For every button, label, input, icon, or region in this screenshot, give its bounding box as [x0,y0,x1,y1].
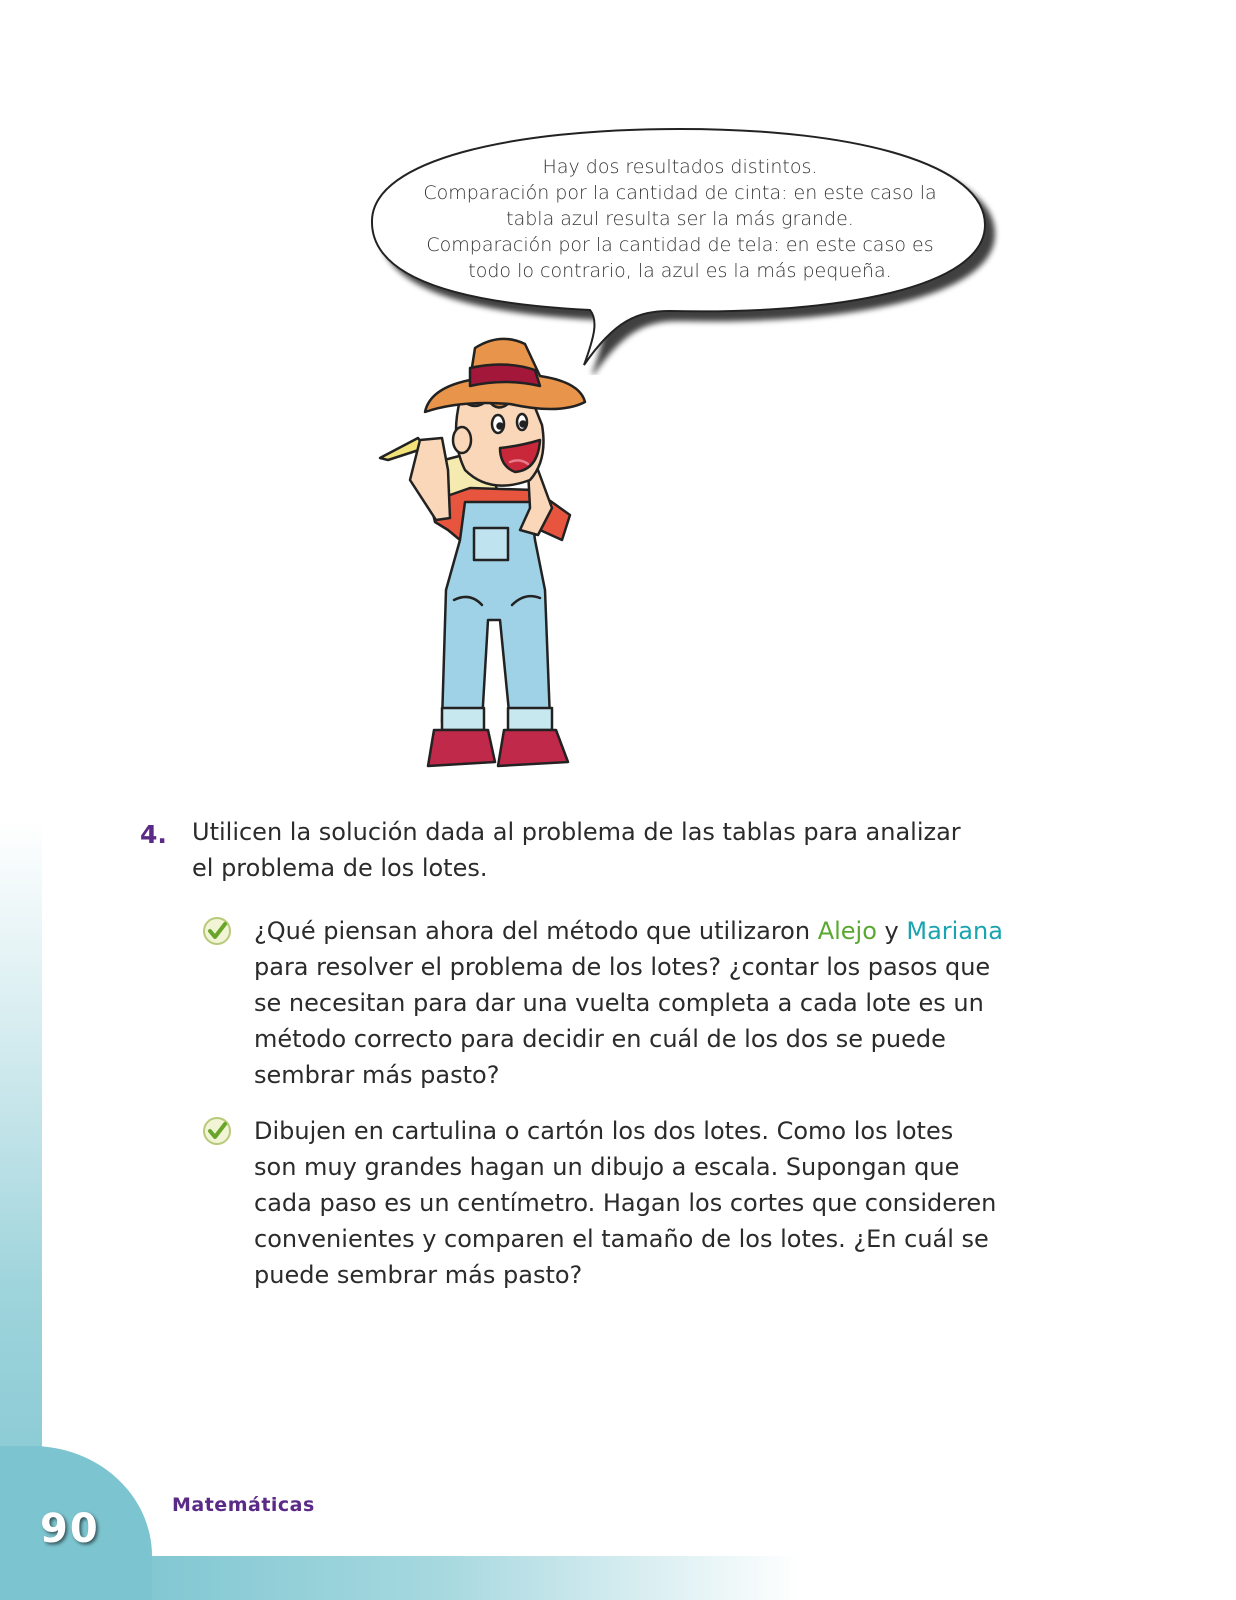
bubble-line: tabla azul resulta ser la más grande. [506,208,854,230]
bullet-1-line: sembrar más pasto? [254,1061,500,1089]
bullet-2-line: son muy grandes hagan un dibujo a escala. Supongan que [254,1153,960,1181]
name-alejo: Alejo [817,917,877,945]
bullet-1-text [254,913,1014,1093]
bubble-line: Comparación por la cantidad de cinta: en este caso la [423,182,937,204]
bubble-line: todo lo contrario, la azul es la más pequeña. [468,260,892,282]
question-text [192,814,992,886]
bullet-1-line: para resolver el problema de los lotes? ¿contar los pasos que [254,953,991,981]
bullet-1-lead: ¿Qué piensan ahora del método que utilizaron [254,917,818,945]
check-icon [202,916,232,946]
bullet-1-first-line [254,913,1014,949]
check-icon [202,1116,232,1146]
bullet-2-text [254,1113,1014,1293]
question-number: 4. [140,820,167,849]
question-line: el problema de los lotes. [192,854,488,882]
speech-bubble-text [412,154,948,284]
bullet-2-line: Dibujen en cartulina o cartón los dos lotes. Como los lotes [254,1117,954,1145]
bullet-2-line: cada paso es un centímetro. Hagan los cortes que consideren [254,1189,997,1217]
name-mariana: Mariana [906,917,1003,945]
subject-label: Matemáticas [172,1494,315,1516]
conjunction: y [876,917,907,945]
question-line: Utilicen la solución dada al problema de las tablas para analizar [192,818,961,846]
page-number: 90 [40,1506,100,1552]
bullet-1-line: se necesitan para dar una vuelta completa a cada lote es un [254,989,984,1017]
bubble-line: Comparación por la cantidad de tela: en este caso es [426,234,934,256]
bullet-1-line: método correcto para decidir en cuál de los dos se puede [254,1025,946,1053]
bubble-line: Hay dos resultados distintos. [542,156,818,178]
bullet-2-line: convenientes y comparen el tamaño de los lotes. ¿En cuál se [254,1225,989,1253]
bullet-2-line: puede sembrar más pasto? [254,1261,583,1289]
farmer-boy-illustration [370,330,610,780]
